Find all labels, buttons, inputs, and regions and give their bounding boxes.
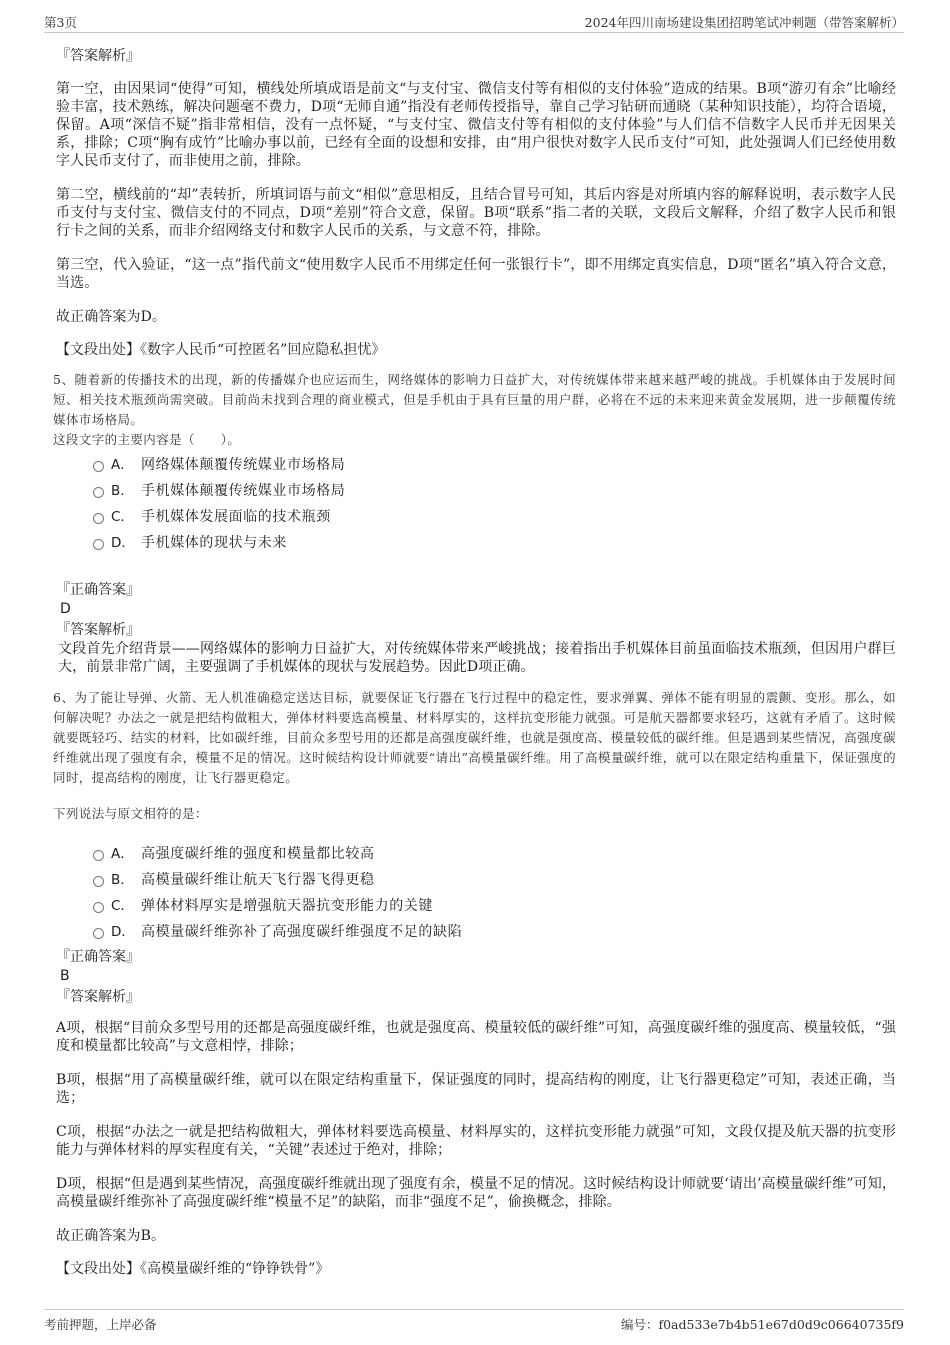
radio-button[interactable] <box>93 876 104 887</box>
footer-slogan: 考前押题，上岸必备 <box>44 1317 157 1332</box>
answer-analysis-label: 『答案解析』 <box>56 48 140 64</box>
analysis-option-c: C项，根据“办法之一就是把结构做粗大，弹体材料要选高模量、材料厚实的，这样抗变形能力就强”可知，文段仅提及航天器的抗变形能力与弹体材料的厚实程度有关，“关键”表述过于绝对，排除； <box>56 1124 896 1158</box>
analysis-paragraph: 文段首先介绍背景——网络媒体的影响力日益扩大，对传统媒体带来严峻挑战；接着指出手机媒体目前虽面临技术瓶颈，但因用户群巨大，前景非常广阔，主要强调了手机媒体的现状与发展趋势。因此D项正确。 <box>58 641 896 675</box>
correct-answer-label: 『正确答案』 <box>56 949 140 965</box>
option-letter: C． <box>111 509 134 525</box>
analysis-option-b: B项，根据“用了高模量碳纤维，就可以在限定结构重量下，保证强度的同时，提高结构的刚度，让飞行器更稳定”可知，表述正确，当选； <box>56 1072 896 1106</box>
option-d[interactable] <box>53 919 896 945</box>
page-header <box>44 12 904 33</box>
option-text: 高模量碳纤维弥补了高强度碳纤维强度不足的缺陷 <box>141 924 463 940</box>
document-title: 2024年四川南场建设集团招聘笔试冲刺题（带答案解析） <box>584 15 904 30</box>
option-a[interactable] <box>53 841 896 867</box>
analysis-option-d: D项，根据“但是遇到某些情况，高强度碳纤维就出现了强度有余，模量不足的情况。这时候结构设计师就要‘请出’高模量碳纤维”可知，高模量碳纤维弥补了高强度碳纤维“模量不足”的缺陷，而非“强度不足”，偷换概念，排除。 <box>56 1176 896 1210</box>
page-footer <box>44 1309 904 1334</box>
question-stem: 6、为了能让导弹、火箭、无人机准确稳定送达目标，就要保证飞行器在飞行过程中的稳定性，要求弹翼、弹体不能有明显的震颤、变形。那么，如何解决呢？办法之一就是把结构做粗大，弹体材料要选高模量、材料厚实的，这样抗变形能力就强。可是航天器都要求轻巧，这就有矛盾了。这时候就要既轻巧、结实的材料，比如碳纤维，目前众多型号用的还都是高强度碳纤维，也就是强度高、模量较低的碳纤维。但是遇到某些情况，高强度碳纤维就出现了强度有余，模量不足的情况。这时候结构设计师就要“请出”高模量碳纤维。用了高模量碳纤维，就可以在限定结构重量下，保证强度的同时，提高结构的刚度，让飞行器更稳定。 <box>53 690 896 785</box>
option-d[interactable] <box>53 530 896 556</box>
option-letter: C． <box>111 898 134 914</box>
question-stem: 5、随着新的传播技术的出现，新的传播媒介也应运而生，网络媒体的影响力日益扩大，对传统媒体带来越来越严峻的挑战。手机媒体由于发展时间短、相关技术瓶颈尚需突破。目前尚未找到合理的商业模式，但是手机由于具有巨量的用户群，必将在不远的未来迎来黄金发展期，进一步颠覆传统媒体市场格局。 <box>53 372 896 427</box>
correct-answer: B <box>60 968 70 984</box>
option-letter: A． <box>111 457 134 473</box>
option-letter: D． <box>111 535 135 551</box>
option-text: 手机媒体的现状与未来 <box>141 535 287 551</box>
option-text: 高模量碳纤维让航天飞行器飞得更稳 <box>141 872 375 888</box>
option-text: 网络媒体颠覆传统媒业市场格局 <box>141 457 346 473</box>
document-id: 编号：f0ad533e7b4b51e67d0d9c06640735f9 <box>620 1317 904 1332</box>
question-prompt: 这段文字的主要内容是（ ）。 <box>53 432 241 447</box>
analysis-option-a: A项，根据“目前众多型号用的还都是高强度碳纤维，也就是强度高、模量较低的碳纤维”可知，高强度碳纤维的强度高、模量较低，“强度和模量都比较高”与文意相悖，排除； <box>56 1020 896 1054</box>
source-citation: 【文段出处】《高模量碳纤维的“铮铮铁骨”》 <box>56 1261 330 1277</box>
option-letter: D． <box>111 924 135 940</box>
option-a[interactable] <box>53 452 896 478</box>
conclusion: 故正确答案为B。 <box>56 1228 166 1244</box>
radio-button[interactable] <box>93 487 104 498</box>
question-prompt: 下列说法与原文相符的是： <box>53 806 208 821</box>
correct-answer-label: 『正确答案』 <box>56 582 140 598</box>
options-list <box>53 841 896 945</box>
radio-button[interactable] <box>93 850 104 861</box>
option-b[interactable] <box>53 867 896 893</box>
radio-button[interactable] <box>93 539 104 550</box>
page-content <box>53 46 896 1279</box>
option-c[interactable] <box>53 504 896 530</box>
option-c[interactable] <box>53 893 896 919</box>
option-text: 高强度碳纤维的强度和模量都比较高 <box>141 846 375 862</box>
radio-button[interactable] <box>93 928 104 939</box>
radio-button[interactable] <box>93 513 104 524</box>
page-number: 第3页 <box>44 15 77 30</box>
option-letter: B． <box>111 872 134 888</box>
analysis-paragraph: 第三空，代入验证，“这一点”指代前文“使用数字人民币不用绑定任何一张银行卡”，即不用绑定真实信息，D项“匿名”填入符合文意，当选。 <box>56 257 896 291</box>
question-6 <box>53 688 896 945</box>
source-citation: 【文段出处】《数字人民币“可控匿名”回应隐私担忧》 <box>56 342 386 358</box>
option-text: 弹体材料厚实是增强航天器抗变形能力的关键 <box>141 898 433 914</box>
answer-analysis-label: 『答案解析』 <box>56 989 140 1005</box>
radio-button[interactable] <box>93 461 104 472</box>
correct-answer: D <box>60 601 71 617</box>
analysis-paragraph: 第一空，由因果词“使得”可知，横线处所填成语是前文“与支付宝、微信支付等有相似的支付体验”造成的结果。B项“游刃有余”比喻经验丰富，技术熟练，解决问题毫不费力，D项“无师自通”指没有老师传授指导，靠自己学习钻研而通晓（某种知识技能），均符合语境，保留。A项“深信不疑”指非常相信，没有一点怀疑，“与支付宝、微信支付等有相似的支付体验”与人们信不信数字人民币并无因果关系，排除；C项“胸有成竹”比喻办事以前，已经有全面的设想和安排，由“用户很快对数字人民币支付”可知，此处强调人们已经使用数字人民币支付了，而非使用之前，排除。 <box>56 81 896 169</box>
question-5 <box>53 370 896 556</box>
radio-button[interactable] <box>93 902 104 913</box>
option-text: 手机媒体颠覆传统媒业市场格局 <box>141 483 346 499</box>
conclusion: 故正确答案为D。 <box>56 309 167 325</box>
option-letter: B． <box>111 483 134 499</box>
option-text: 手机媒体发展面临的技术瓶颈 <box>141 509 331 525</box>
option-b[interactable] <box>53 478 896 504</box>
option-letter: A． <box>111 846 134 862</box>
options-list <box>53 452 896 556</box>
analysis-paragraph: 第二空，横线前的“却”表转折，所填词语与前文“相似”意思相反，且结合冒号可知，其后内容是对所填内容的解释说明，表示数字人民币支付与支付宝、微信支付的不同点，D项“差别”符合文意，保留。B项“联系”指二者的关联，文段后文解释，介绍了数字人民币和银行卡之间的关系，而非介绍网络支付和数字人民币的关系，与文意不符，排除。 <box>56 187 896 239</box>
answer-analysis-label: 『答案解析』 <box>56 622 140 638</box>
